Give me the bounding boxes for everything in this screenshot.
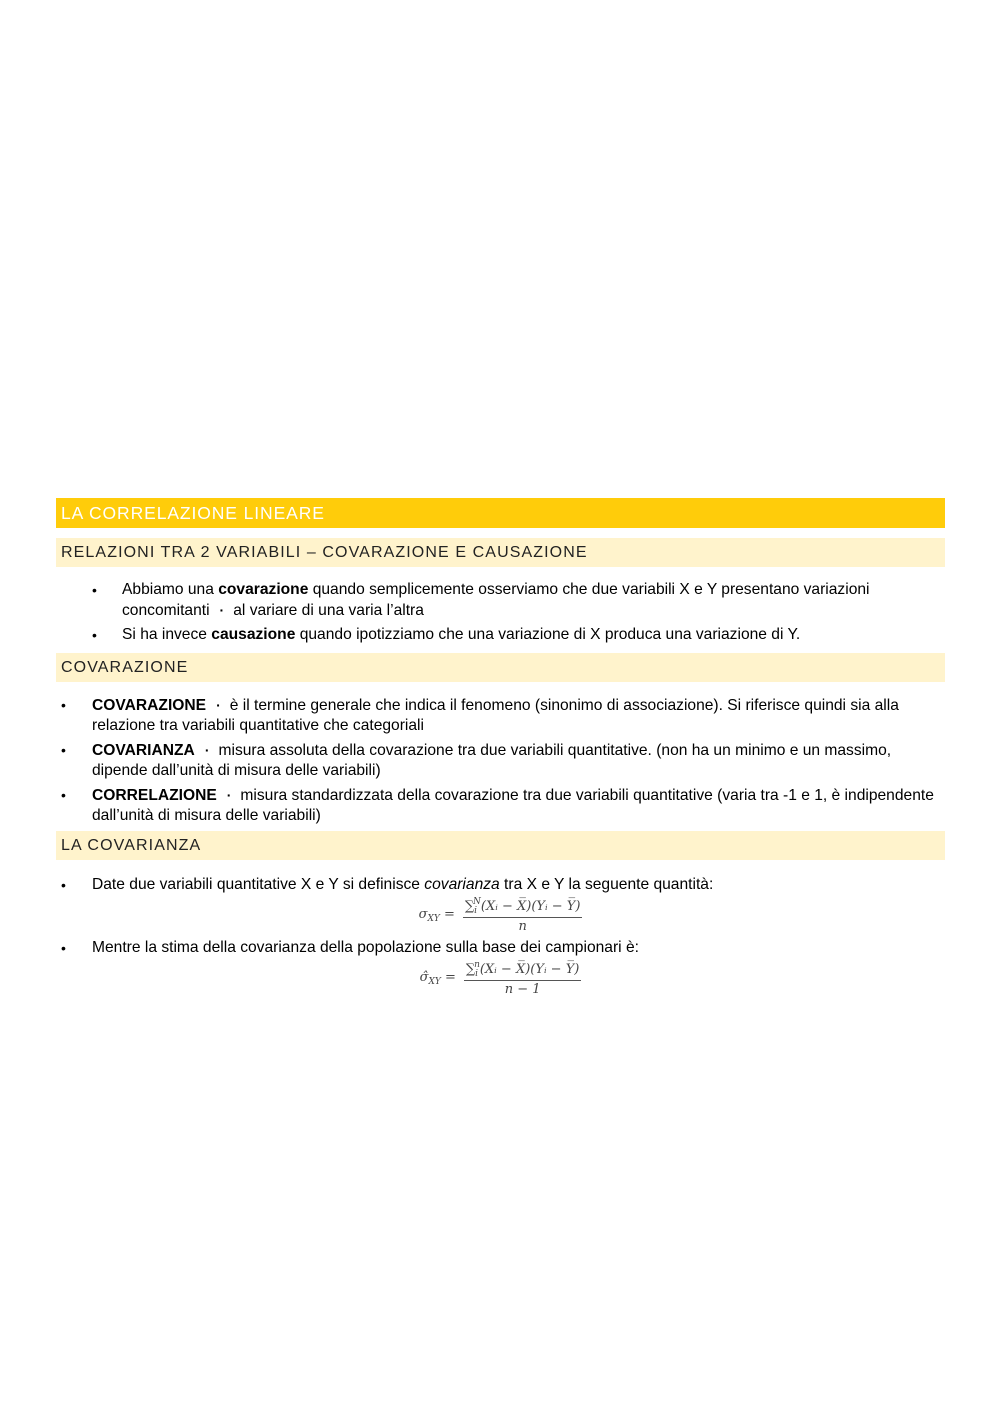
sample-covariance-formula: $\sigmâ_{XY}$ = $\frac{\sum_i^n(Xᵢ - X̅)(Yᵢ - Y̅)}{n - 1}$ [419, 960, 580, 997]
term-covarazione: covarazione [218, 581, 309, 598]
section-heading-covarianza: LA COVARIANZA [56, 831, 945, 860]
list-item: • CORRELAZIONE · misura standardizzata della covarazione tra due variabili quantitative (varia tra -1 e 1, è indipendente dall’unità di misura delle variabili) [56, 785, 945, 826]
bullet-list-stima [56, 938, 945, 958]
bullet-list-relazioni [56, 580, 945, 645]
bullet-list-covarazione [56, 695, 945, 826]
bullet-list-covarianza [56, 875, 945, 895]
page-title: LA CORRELAZIONE LINEARE [56, 498, 945, 528]
bullet-dot-icon: · [226, 787, 232, 803]
bullet-dot-icon: · [219, 602, 225, 618]
list-item: • COVARIANZA · misura assoluta della covarazione tra due variabili quantitative. (non ha un minimo e un massimo, dipende dall’unità di misura delle variabili) [56, 740, 945, 781]
list-item: • Date due variabili quantitative X e Y si definisce covarianza tra X e Y la seguente quantità: [56, 875, 945, 895]
list-item: • Mentre la stima della covarianza della popolazione sulla base dei campionari è: [56, 938, 945, 958]
section-heading-covarazione: COVARAZIONE [56, 653, 945, 682]
list-item: • COVARAZIONE · è il termine generale che indica il fenomeno (sinonimo di associazione). Si riferisce quindi sia alla relazione tra variabili quantitative che categoriali [56, 695, 945, 736]
list-item: • Abbiamo una covarazione quando semplicemente osserviamo che due variabili X e Y presentano variazioni concomitanti · al variare di una varia l’altra [56, 580, 945, 621]
term-causazione: causazione [211, 626, 296, 643]
document-page [56, 498, 945, 997]
section-heading-relazioni: RELAZIONI TRA 2 VARIABILI – COVARAZIONE E CAUSAZIONE [56, 538, 945, 567]
bullet-dot-icon: · [204, 742, 210, 758]
bullet-dot-icon: · [216, 697, 221, 713]
list-item: • Si ha invece causazione quando ipotizziamo che una variazione di X produca una variazione di Y. [56, 625, 945, 645]
covariance-formula: $\sigma_{XY}$ = $\frac{\sum_i^N(Xᵢ - X̅)(Yᵢ - Y̅)}{n}$ [418, 897, 581, 934]
